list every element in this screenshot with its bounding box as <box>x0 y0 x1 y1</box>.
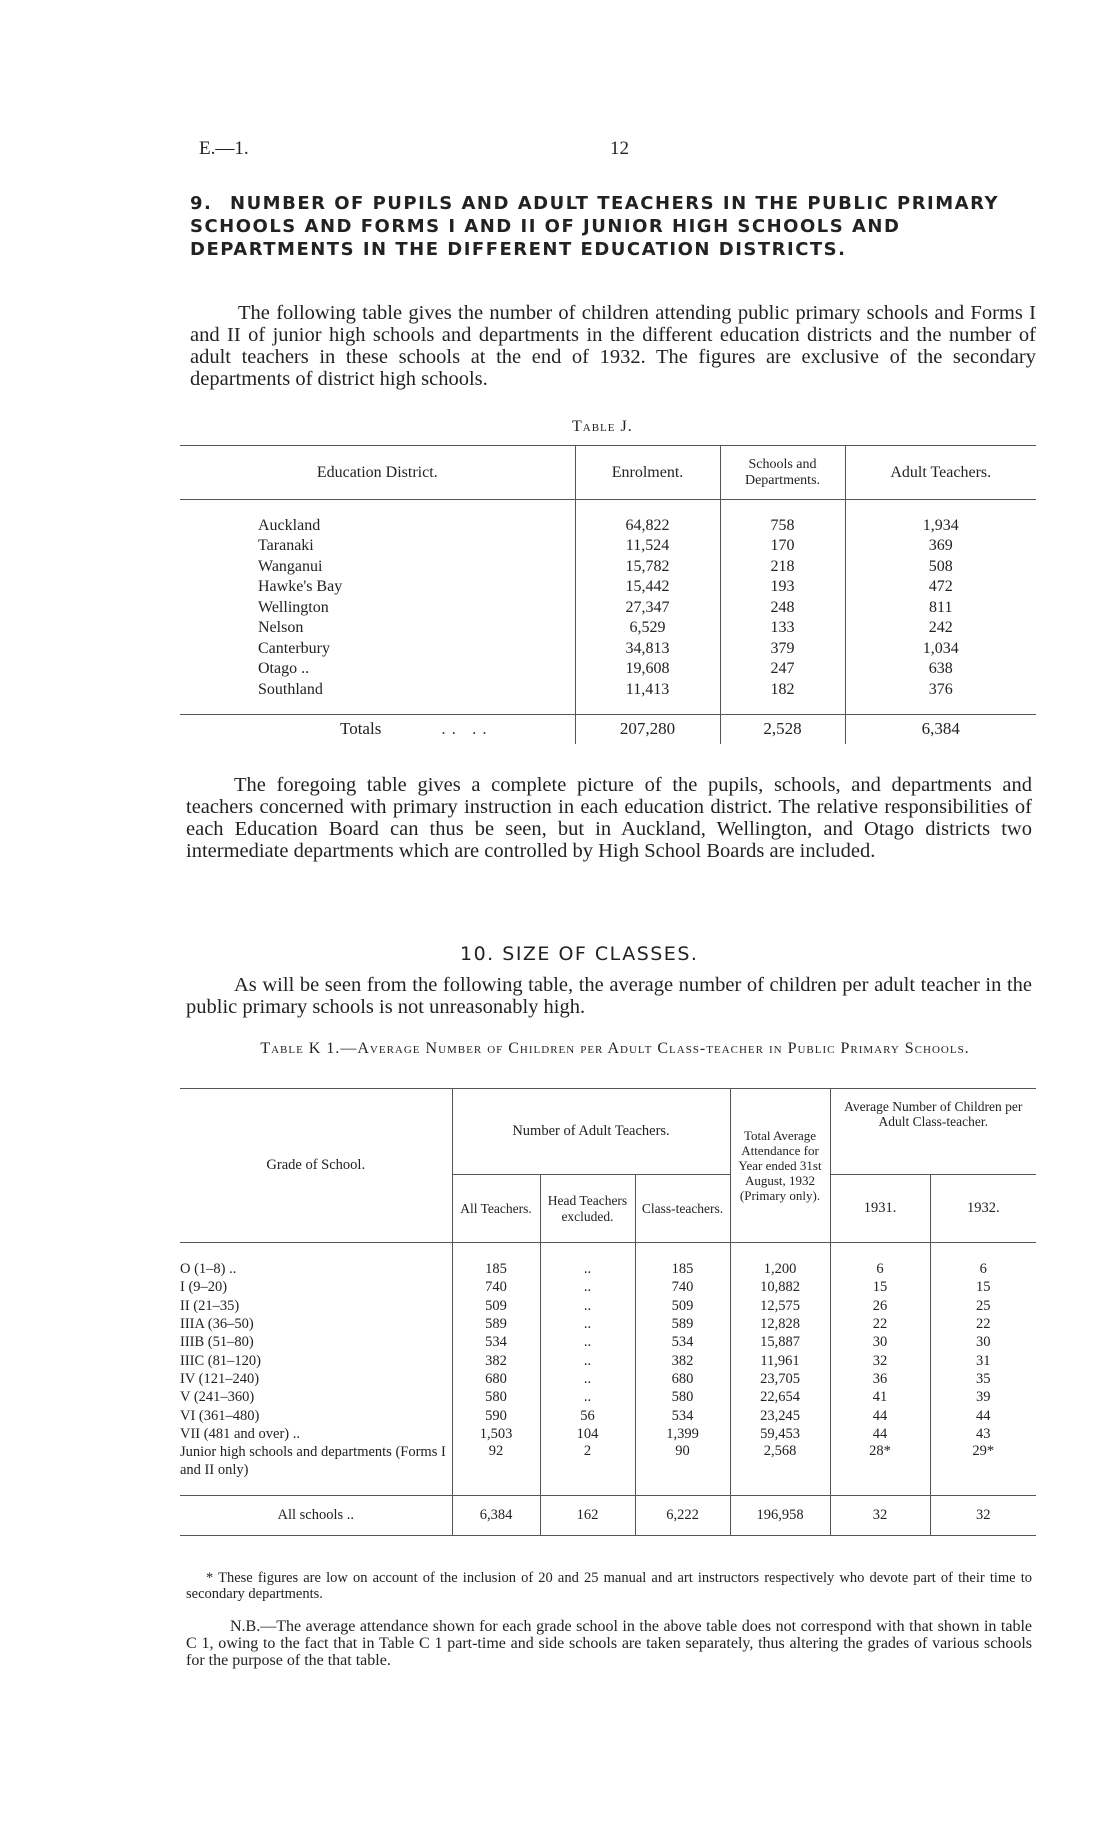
table-row: O (1–8) .. 185 .. 185 1,200 6 6 <box>180 1261 987 1278</box>
table-row: IV (121–240) 680 .. 680 23,705 36 35 <box>180 1370 991 1387</box>
table-row: II (21–35) 509 .. 509 12,575 26 25 <box>180 1297 991 1314</box>
section-9-number: 9. <box>190 193 213 214</box>
col-header-teachers: Adult Teachers. <box>890 463 992 481</box>
table-row: IIIB (51–80) 534 .. 534 15,887 30 30 <box>180 1334 991 1351</box>
all-schools-row: All schools .. 6,384 162 6,222 196,958 32 32 <box>180 1495 1036 1535</box>
col-header-grade: Grade of School. <box>180 1089 452 1243</box>
col-header-average: Average Number of Children per Adult Class-teacher. <box>830 1089 1036 1175</box>
col-header-enrolment: Enrolment. <box>575 446 720 500</box>
section-10-title: 10. SIZE OF CLASSES. <box>460 943 699 965</box>
section-9-title: NUMBER OF PUPILS AND ADULT TEACHERS IN THE PUBLIC PRIMARY SCHOOLS AND FORMS I AND II OF JUNIOR HIGH SCHOOLS AND DEPARTMENTS IN THE DIFFERENT EDUCATION DISTRICTS. <box>190 193 999 260</box>
col-header-number-teachers: Number of Adult Teachers. <box>452 1089 730 1175</box>
table-k1 <box>180 1088 1036 1536</box>
table-row: Southland 11,413 182 376 <box>180 680 1036 701</box>
section-10-paragraph: As will be seen from the following table, the average number of children per adult teacher in the public primary schools is not unreasonably high. <box>186 974 1032 1018</box>
table-row: IIIC (81–120) 382 .. 382 11,961 32 31 <box>180 1352 991 1369</box>
col-header-attendance: Total Average Attendance for Year ended 31st August, 1932 (Primary only). <box>730 1089 830 1243</box>
section-9-heading <box>190 192 1030 261</box>
col-header-class: Class-teachers. <box>635 1175 730 1243</box>
table-row: IIIA (36–50) 589 .. 589 12,828 22 22 <box>180 1316 991 1333</box>
table-row: VII (481 and over) .. 1,503 104 1,399 59,453 44 43 <box>180 1425 991 1442</box>
table-row: Canterbury 34,813 379 1,034 <box>180 639 1036 660</box>
report-code: E.—1. <box>199 138 249 159</box>
paragraph-foregoing: The foregoing table gives a complete picture of the pupils, schools, and departments and teachers concerned with primary instruction in each education district. The relative responsibilities of each Education Board can thus be seen, but in Auckland, Wellington, and Otago districts two intermediate departments which are controlled by High School Boards are included. <box>186 774 1032 862</box>
table-row: Junior high schools and departments (Forms I and II only) 92 2 90 2,568 28* 29* <box>180 1443 1036 1481</box>
col-header-1931: 1931. <box>830 1175 930 1243</box>
table-row: VI (361–480) 590 56 534 23,245 44 44 <box>180 1407 991 1424</box>
table-row: Nelson 6,529 133 242 <box>180 618 1036 639</box>
section-9-paragraph: The following table gives the number of children attending public primary schools and Forms I and II of junior high schools and departments in the different education districts and the number of adult teachers in these schools at the end of 1932. The figures are exclusive of the secondary departments of district high schools. <box>190 302 1036 390</box>
table-row: I (9–20) 740 .. 740 10,882 15 15 <box>180 1279 991 1296</box>
col-header-district: Education District. <box>180 446 575 500</box>
totals-row: Totals .. .. 207,280 2,528 6,384 <box>180 714 1036 744</box>
col-header-head: Head Teachers excluded. <box>540 1175 635 1243</box>
table-row: Hawke's Bay 15,442 193 472 <box>180 577 1036 598</box>
table-j <box>180 445 1036 744</box>
table-row: Taranaki 11,524 170 369 <box>180 536 1036 557</box>
footnote: * These figures are low on account of the inclusion of 20 and 25 manual and art instructors respectively who devote part of their time to secondary departments. <box>186 1570 1032 1602</box>
table-row: Otago .. 19,608 247 638 <box>180 659 1036 680</box>
table-row: V (241–360) 580 .. 580 22,654 41 39 <box>180 1389 991 1406</box>
nb-note: N.B.—The average attendance shown for each grade school in the above table does not correspond with that shown in table C 1, owing to the fact that in Table C 1 part-time and side schools are taken separately, thus altering the grades of various schools for the purpose of the that table. <box>186 1618 1032 1669</box>
col-header-all: All Teachers. <box>452 1175 540 1243</box>
col-header-1932: 1932. <box>930 1175 1036 1243</box>
table-row: Wellington 27,347 248 811 <box>180 598 1036 619</box>
page-number: 12 <box>610 138 629 159</box>
table-row: Wanganui 15,782 218 508 <box>180 557 1036 578</box>
table-row: Auckland 64,822 758 1,934 <box>180 516 1036 537</box>
table-k-caption: Table K 1.—Average Number of Children per Adult Class-teacher in Public Primary Schools. <box>260 1040 970 1057</box>
col-header-schools: Schools and Departments. <box>720 446 845 500</box>
table-j-caption: Table J. <box>572 418 633 435</box>
